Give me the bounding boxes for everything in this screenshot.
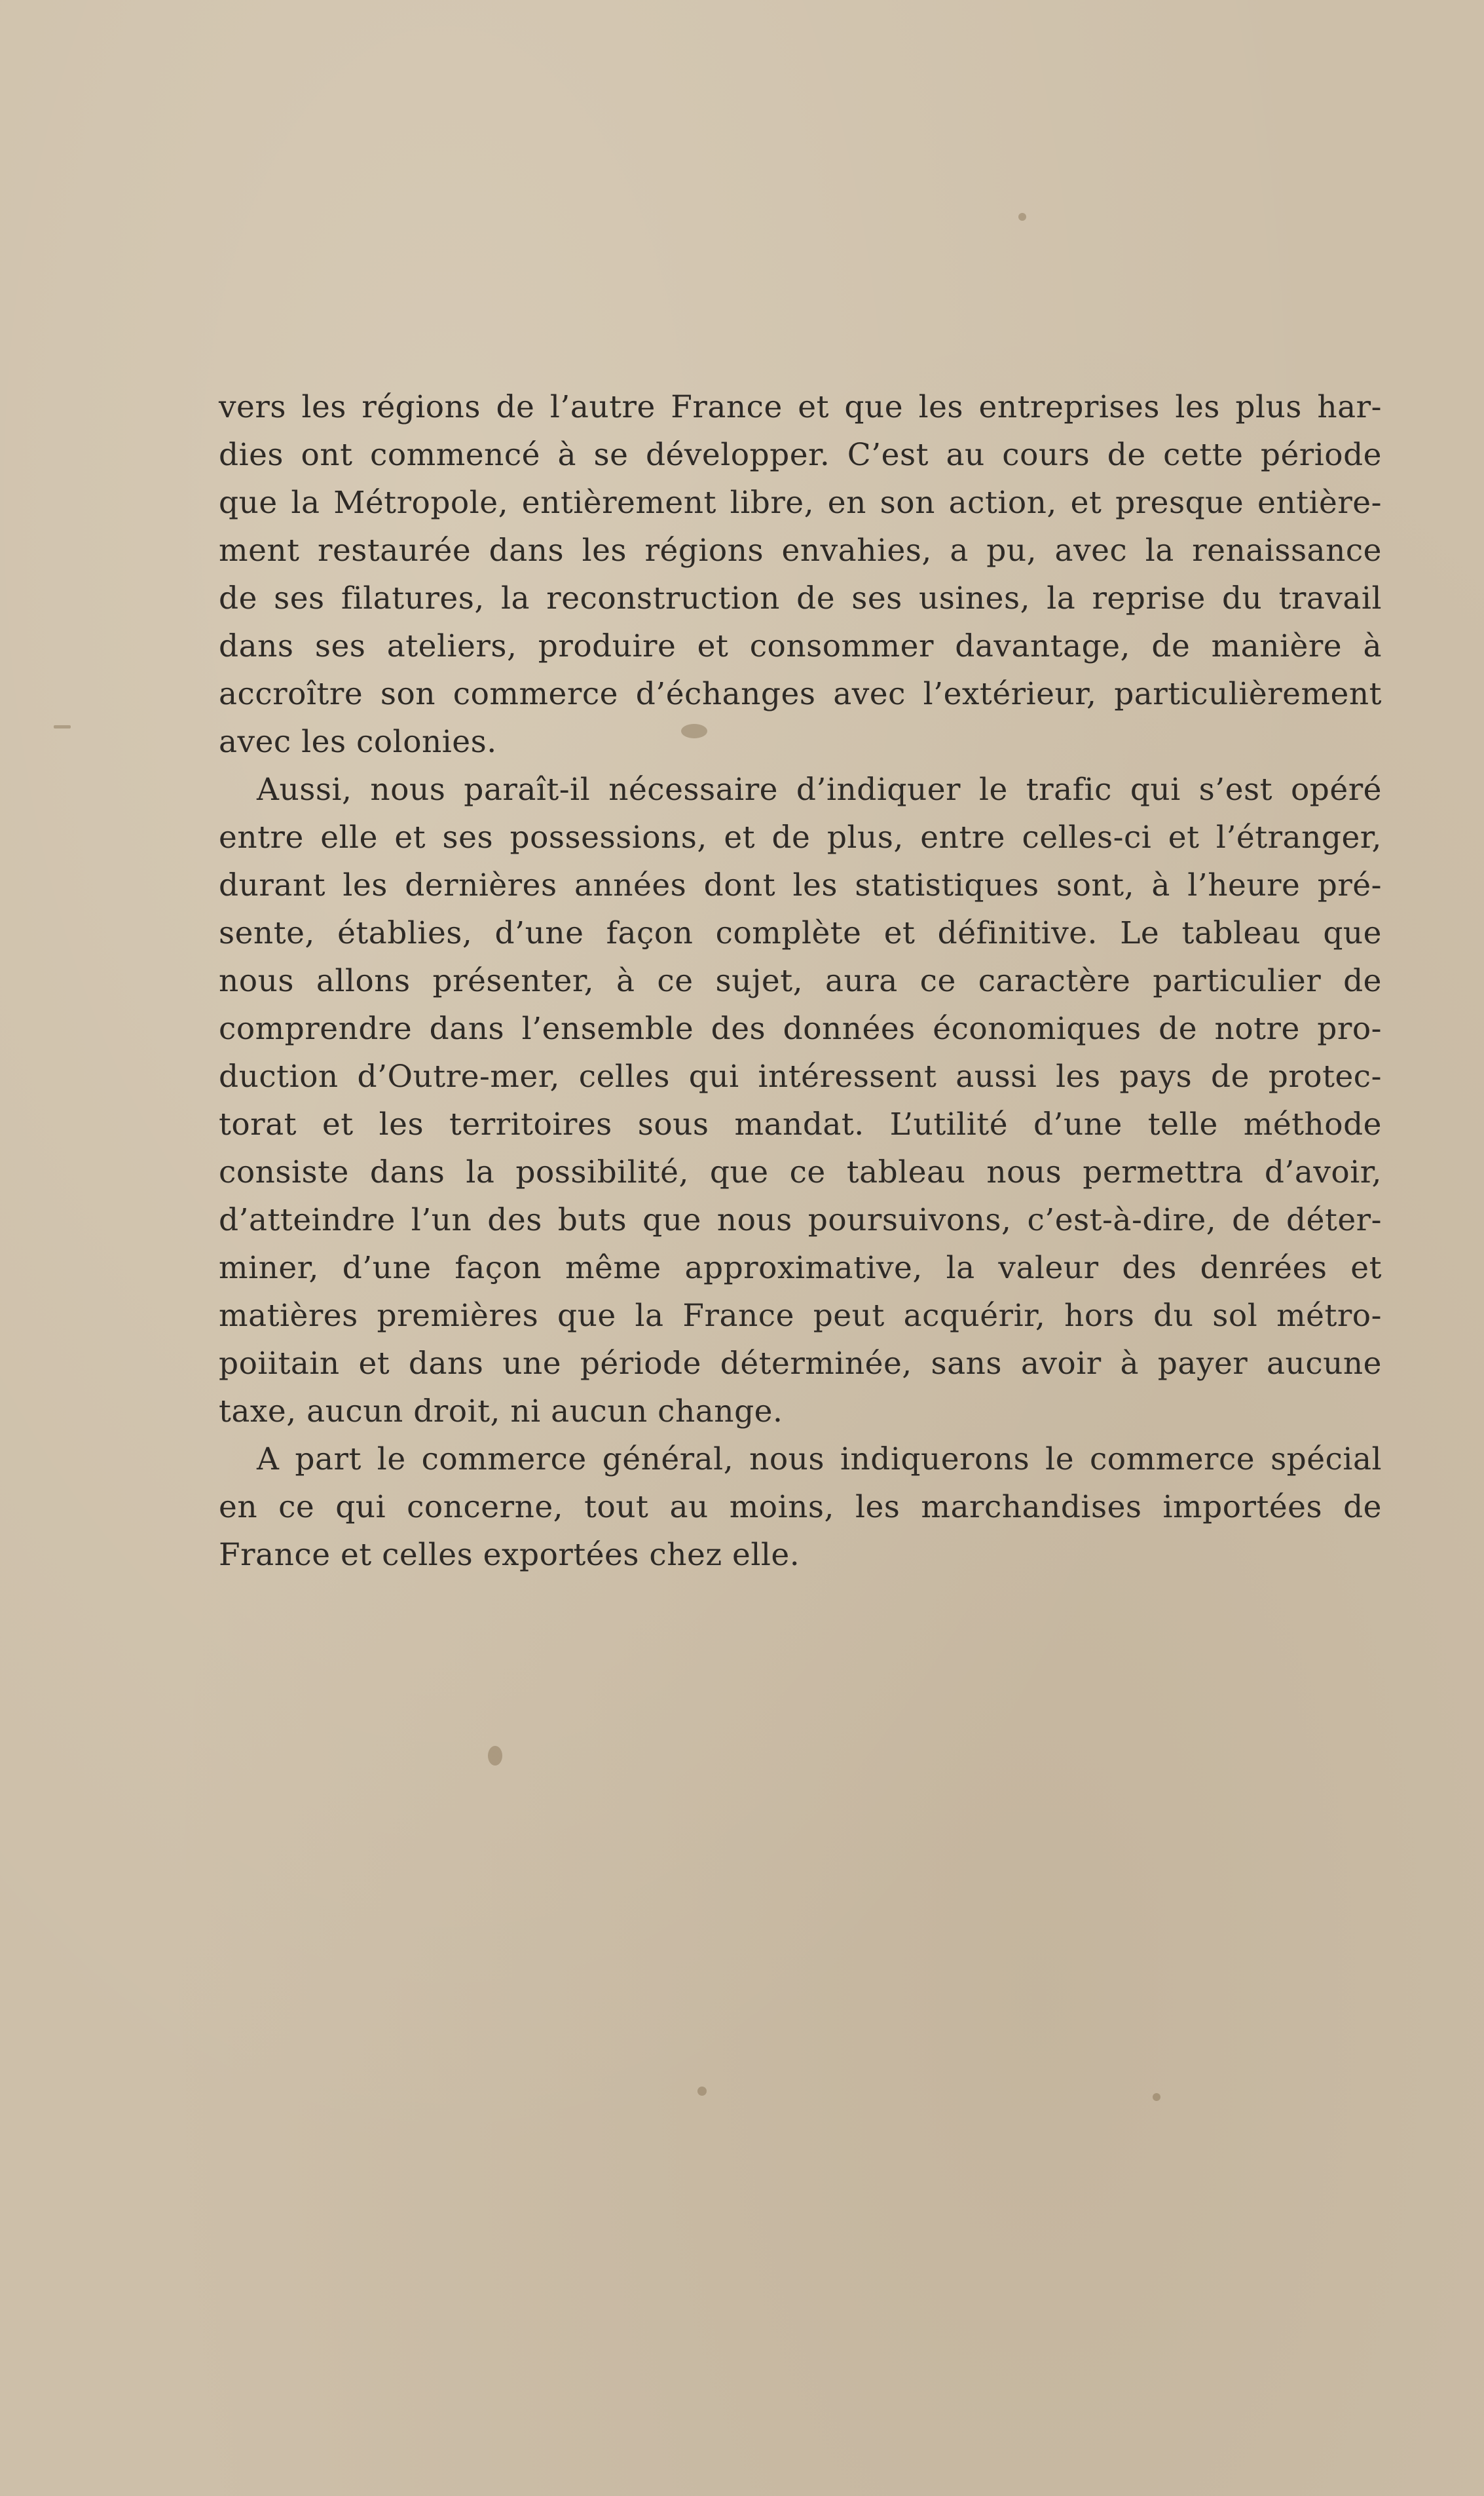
paper-speck [488,1746,502,1766]
paper-speck [1153,2093,1160,2101]
text-line: consiste dans la possibilité, que ce tableau nous permettra d’avoir, [219,1154,1382,1190]
text-line: matières premières que la France peut acquérir, hors du sol métro- [219,1298,1382,1334]
text-line: Aussi, nous paraît-il nécessaire d’indiquer le trafic qui s’est opéré [257,772,1382,808]
text-line: que la Métropole, entièrement libre, en son action, et presque entière- [219,485,1382,521]
text-line: entre elle et ses possessions, et de plus, entre celles-ci et l’étranger, [219,820,1382,856]
text-line: durant les dernières années dont les statistiques sont, à l’heure pré- [219,867,1382,903]
paragraph-3 [219,1435,1382,1579]
text-line: sente, établies, d’une façon complète et définitive. Le tableau que [219,915,1382,951]
text-line: dies ont commencé à se développer. C’est au cours de cette période [219,437,1382,473]
text-line: duction d’Outre-mer, celles qui intéressent aussi les pays de protec- [219,1059,1382,1095]
text-line: accroître son commerce d’échanges avec l’extérieur, particulièrement [219,676,1382,712]
text-line: avec les colonies. [219,724,497,760]
text-line: France et celles exportées chez elle. [219,1537,800,1573]
text-line: ment restaurée dans les régions envahies, a pu, avec la renaissance [219,533,1382,569]
text-line: en ce qui concerne, tout au moins, les marchandises importées de [219,1489,1382,1525]
paragraph-2 [219,766,1382,1435]
text-line: de ses filatures, la reconstruction de ses usines, la reprise du travail [219,580,1382,616]
text-line: d’atteindre l’un des buts que nous poursuivons, c’est-à-dire, de déter- [219,1202,1382,1238]
text-line: A part le commerce général, nous indiquerons le commerce spécial [257,1441,1382,1477]
paper-speck [54,725,71,728]
text-line: poiitain et dans une période déterminée, sans avoir à payer aucune [219,1346,1382,1382]
text-line: nous allons présenter, à ce sujet, aura ce caractère particulier de [219,963,1382,999]
text-line: torat et les territoires sous mandat. L’utilité d’une telle méthode [219,1106,1382,1143]
text-line: dans ses ateliers, produire et consommer davantage, de manière à [219,628,1382,664]
paper-speck [1018,213,1026,221]
text-line: taxe, aucun droit, ni aucun change. [219,1393,783,1429]
text-line: miner, d’une façon même approximative, la valeur des denrées et [219,1250,1382,1286]
body-text [219,383,1382,1579]
paragraph-1 [219,383,1382,766]
text-line: vers les régions de l’autre France et que les entreprises les plus har- [219,389,1382,425]
text-line: comprendre dans l’ensemble des données économiques de notre pro- [219,1011,1382,1047]
paper-speck [697,2087,707,2096]
